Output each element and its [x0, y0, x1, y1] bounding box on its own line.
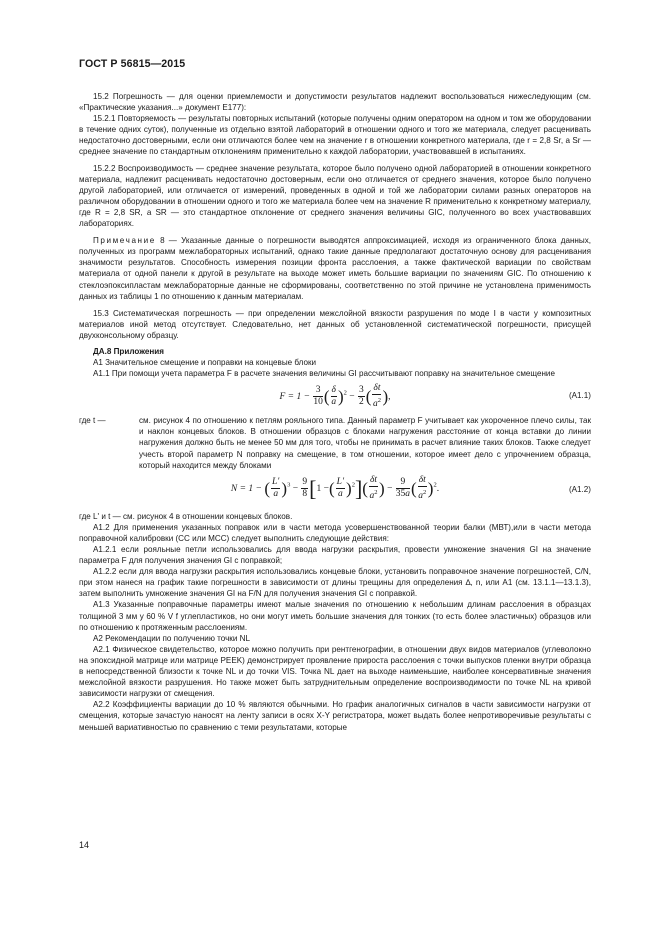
f1-fraction-3-10: $\frac{3}{10}$: [313, 385, 323, 408]
paragraph-15-2-2: 15.2.2 Воспроизводимость — среднее значение результата, которое было получено одной лабораторией в отношении конкретного материала, надлежит расценивать недостаточно достоверным, если оно отличается от среднего значения, которое было получено другой лабораторией, или отличается от измерений, проведенных в одной и той же лаборатории силами разных операторов на различном оборудовании в отношении одного и того же материала более чем на значение R применительно к конкретному материалу, где R = 2,8 SR, а SR — это стандартное отклонение от среднего значения величины GIC, полученного во всех участвовавших лабораториях.: [79, 163, 591, 229]
f1-fraction-delta-a: $\frac{\delta}{a}$: [331, 385, 337, 408]
f2-fraction-L-a: $\frac{L'}{a}$: [272, 476, 280, 499]
formula-a1-1: [79, 381, 591, 413]
paragraph-15-2: 15.2 Погрешность — для оценки приемлемости и допустимости результатов надлежит воспользоваться нижеследующим (см. «Практические указания...» документ E177):: [79, 92, 591, 113]
f1-paren2-close: ): [382, 387, 389, 407]
where-text: см. рисунок 4 по отношению к петлям рояльного типа. Данный параметр F учитывает как укороченное плечо силы, так и наклон концевых блоков. В отношении образцов с блоками нагружения расстояние от конца вставки до линии нагружения должно быть не менее 50 мм для того, чтобы не принимать в расчет влияние таких блоков. Также следует учесть второй параметр N поправку на смещение, в том отношении, которое имеет дело с упрочнением образца, который находится между блоками: [139, 416, 591, 470]
page-number: 14: [79, 840, 90, 850]
paragraph-15-2-1: 15.2.1 Повторяемость — результаты повторных испытаний (которые получены одним оператором на одном и том же оборудовании в течение одних суток), полученные из отдельно взятой лабораторий в отношении одного и того же материала, следует расценивать недостаточно достоверными, если они отличаются более чем на значение r в отношении конкретного материала, где r = 2,8 Sr, a Sr — среднее значение по стандартным отклонениям применительно к каждой лаборатории, участвовавшей в испытаниях.: [79, 114, 591, 157]
paragraph-15-3: 15.3 Систематическая погрешность — при определении межслойной вязкости разрушения по моде I в части у композитных материалов иной метод отсутствует. Следовательно, нет данных об установленной систематической погрешности, присущей двухконсольному образцу.: [79, 308, 591, 340]
formula-a1-2-number: (A1.2): [568, 484, 591, 494]
paragraph-a2: А2 Рекомендации по получению точки NL: [93, 633, 250, 643]
paragraph-a1-3: А1.3 Указанные поправочные параметры имеют малые значения по отношению к небольшим длинам расслоения в образцах толщиной 3 мм у 60 % V f углепластиков, но они могут иметь большие значения для тонких (то есть более эластичных) образцов или по отношению к протяженным расслоениям.: [79, 600, 591, 632]
paragraph-a1-2: А1.2 Для применения указанных поправок или в части метода усовершенствованной теории балки (МВТ),или в части метода поправочной калибровки (СС или МСС) следует выполнить следующие действия:: [79, 522, 591, 543]
f2-fraction-dt-a2-b: $\frac{\delta t}{a^2}$: [418, 474, 427, 501]
paragraph-a2-1: А2.1 Физическое свидетельство, которое можно получить при рентгенографии, в отношении двух видов материалов (углеволокно на эпоксидной матрице или матрице PEEK) демонстрирует проявление прироста расслоения с точки выпусков пленки внутри образца в непосредственной близости к точке NL и до точки VIS. Точка NL дает на выходе наименьшие, наиболее консервативные значения межслойной вязкости разрушения. Но также может быть затруднительным определение воспроизводимости по точке NL на кривой зависимости нагрузки от смещения.: [79, 644, 591, 699]
f2-fraction-9-8: $\frac{9}{8}$: [302, 476, 308, 499]
standard-header: ГОСТ Р 56815—2015: [79, 58, 186, 70]
f1-paren-close: ): [337, 387, 344, 407]
paragraph-a1-2-2: А1.2.2 если для ввода нагрузки раскрытия использовались концевые блоки, установить поправочное значение погрешностей, C/N, при этом нанеся на график такие погрешности в зависимости от длины трещины для определения ∆, n, или A1 (см. 13.1.1—13.1.3), затем выполнить умножение значения GI на F/N для получения значения GI с поправкой.: [79, 567, 591, 599]
document-body: [79, 91, 591, 733]
where-block-1: [79, 415, 591, 470]
f1-fraction-dt-a2: $\frac{\delta t}{a^2}$: [372, 383, 381, 410]
paragraph-a1-2-1: А1.2.1 если рояльные петли использовались для ввода нагрузки раскрытия, провести умножение значения GI на значение параметра F для получения значения GI с поправкой;: [79, 545, 591, 566]
f2-fraction-9-35a: $\frac{9}{35a}$: [395, 476, 411, 499]
paragraph-a1-1: А1.1 При помощи учета параметра F в расчете значения величины GI рассчитывают поправку на значительное смещение: [93, 369, 555, 379]
f2-lhs: N = 1 −: [230, 483, 262, 494]
paragraph-a2-2: А2.2 Коэффициенты вариации до 10 % являются обычными. Но график аналогичных сигналов в части зависимости нагрузки от смещения, которые зачастую наносят на ленту записи в осях X-Y регистратора, может выдать более непротиворечивые результаты с меньшей вариативностью по сравнению с теми результатами, которые: [79, 700, 591, 732]
paragraph-a1: А1 Значительное смещение и поправки на концевые блоки: [93, 358, 317, 368]
f1-paren-open: (: [323, 387, 330, 407]
formula-a1-1-number: (A1.1): [568, 391, 591, 401]
f1-fraction-3-2: $\frac{3}{2}$: [358, 385, 364, 408]
f1-power: 2: [343, 389, 347, 397]
f1-lhs: F = 1 −: [279, 392, 310, 403]
formula-a1-2: [79, 473, 591, 509]
where-label: где t —: [79, 416, 106, 426]
formula-a1-2-expression: N = 1 − ( $\frac{L'}{a}$ )$^3$ − $\frac{9}{8}$ [1 −( $\frac{L'}{a}$ )$^2$]( $\frac{\delta t}{a^2}$ ) − $\frac{9}{35a}$ ( $\frac{\delta t}{a^2}$ )$^2$.: [230, 474, 440, 501]
note-text: 8 — Указанные данные о погрешности выводятся аппроксимацией, исходя из ограниченного блока данных, полученных из программ межлабораторных испытаний, однако такие данные предполагают достаточную основу для расценивания значимости результатов. Способность измерения позиции фронта расслоения, а также фактической вариации по свойствам материала от одной панели к другой в результате на выходе может иметь большие вариации по значениям GIC. По отношению к стеклоэпоксипластам межлабораторные данные не сформированы, соответственно по этой причине не установлена применимость данных из таблицы 1 по отношению к данным материалам.: [79, 236, 592, 301]
f2-fraction-L-a-b: $\frac{L'}{a}$: [336, 476, 345, 499]
note-label: Примечание: [93, 236, 156, 246]
f1-minus: −: [349, 392, 355, 403]
f2-fraction-dt-a2: $\frac{\delta t}{a^2}$: [369, 474, 378, 501]
note-8: [79, 235, 591, 302]
f2-power-3: 3: [287, 481, 291, 489]
f1-paren2-open: (: [365, 387, 372, 407]
section-heading-da8: ДА.8 Приложения: [93, 346, 164, 356]
formula-a1-1-expression: F = 1 − $\frac{3}{10}$ ( $\frac{\delta}{a}$ )$^2$ − $\frac{3}{2}$ ( $\frac{\delta t}{a^2}$ ),: [279, 383, 391, 410]
where-block-2: где L' и t — см. рисунок 4 в отношении концевых блоков.: [79, 511, 293, 521]
